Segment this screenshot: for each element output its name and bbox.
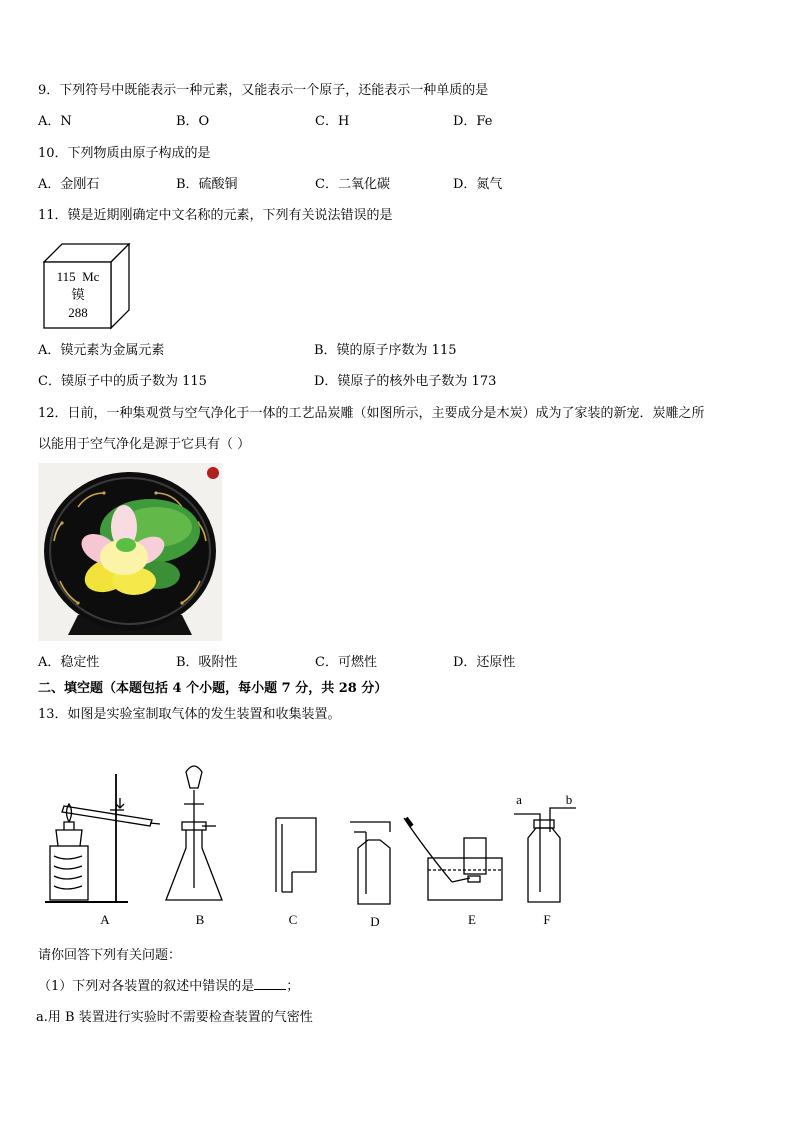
lotus-plate-image bbox=[38, 463, 222, 641]
answer-blank[interactable] bbox=[254, 977, 286, 990]
apparatus-label-f: F bbox=[543, 912, 551, 927]
apparatus-label-a: A bbox=[100, 912, 110, 927]
q11-option-c: C．镆原子中的质子数为 115 bbox=[38, 374, 207, 389]
q13-sub1 bbox=[38, 977, 299, 996]
lab-apparatus-figure bbox=[40, 752, 600, 936]
q12-option-a: A．稳定性 bbox=[38, 655, 100, 670]
q13-option-a: a.用 B 装置进行实验时不需要检查装置的气密性 bbox=[36, 1010, 313, 1025]
q10-stem: 10．下列物质由原子构成的是 bbox=[38, 146, 211, 161]
q9-option-d: D．Fe bbox=[453, 114, 493, 129]
tile-mass: 288 bbox=[68, 305, 88, 320]
tile-atomic-number: 115 bbox=[56, 269, 76, 284]
q13-stem: 13．如图是实验室制取气体的发生装置和收集装置。 bbox=[38, 707, 341, 722]
port-label-b: b bbox=[565, 792, 573, 807]
carbon-carving-photo bbox=[38, 463, 222, 641]
q9-stem: 9．下列符号中既能表示一种元素，又能表示一个原子，还能表示一种单质的是 bbox=[38, 83, 489, 98]
apparatus-drawings bbox=[40, 752, 600, 932]
q11-option-d: D．镆原子的核外电子数为 173 bbox=[314, 374, 497, 389]
port-label-a: a bbox=[516, 792, 522, 807]
q11-stem: 11．镆是近期刚确定中文名称的元素，下列有关说法错误的是 bbox=[38, 208, 393, 223]
q12-option-c: C．可燃性 bbox=[315, 655, 377, 670]
q11-option-a: A．镆元素为金属元素 bbox=[38, 343, 165, 358]
q10-option-a: A．金刚石 bbox=[38, 177, 100, 192]
apparatus-label-c: C bbox=[288, 912, 298, 927]
q9-option-c: C．H bbox=[315, 114, 350, 129]
q13-sub1-text: （1）下列对各装置的叙述中错误的是 bbox=[38, 979, 255, 994]
element-tile-mc bbox=[43, 243, 133, 335]
q12-option-b: B．吸附性 bbox=[176, 655, 238, 670]
q10-option-b: B．硫酸铜 bbox=[176, 177, 238, 192]
tile-symbol: Mc bbox=[82, 269, 100, 284]
q13-prompt: 请你回答下列有关问题： bbox=[38, 948, 182, 963]
q10-option-d: D．氮气 bbox=[453, 177, 503, 192]
tile-name: 镆 bbox=[71, 287, 85, 302]
apparatus-label-b: B bbox=[195, 912, 205, 927]
q12-stem-line1: 12．日前，一种集观赏与空气净化于一体的工艺品炭雕（如图所示，主要成分是木炭）成为了家装的新宠．炭雕之所 bbox=[38, 406, 705, 421]
q9-option-b: B．O bbox=[176, 114, 210, 129]
q12-stem-line2: 以能用于空气净化是源于它具有（ ） bbox=[38, 437, 251, 452]
apparatus-label-e: E bbox=[468, 912, 476, 927]
q11-option-b: B．镆的原子序数为 115 bbox=[314, 343, 457, 358]
q12-option-d: D．还原性 bbox=[453, 655, 516, 670]
q9-option-a: A．N bbox=[38, 114, 72, 129]
section-heading: 二、填空题（本题包括 4 个小题，每小题 7 分，共 28 分） bbox=[38, 681, 388, 696]
apparatus-label-d: D bbox=[370, 914, 380, 929]
q10-option-c: C．二氧化碳 bbox=[315, 177, 390, 192]
q13-sub1-end: ； bbox=[286, 979, 300, 994]
tile-number-symbol bbox=[43, 268, 113, 286]
